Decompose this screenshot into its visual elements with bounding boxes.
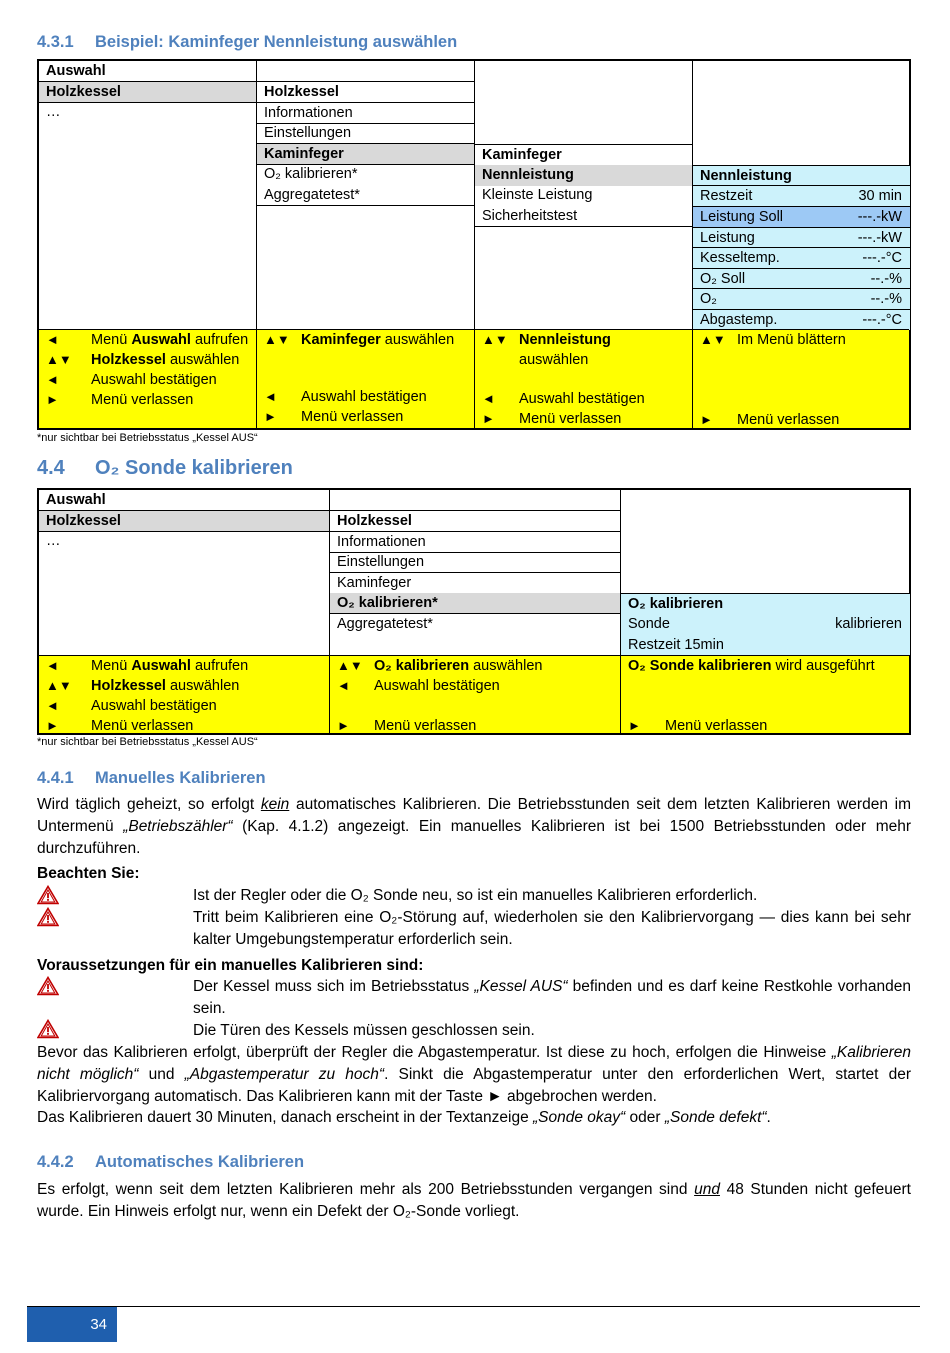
text-bold: Kaminfeger	[301, 332, 381, 348]
message: „Sonde defekt“	[664, 1109, 767, 1126]
section-title: O₂ Sonde kalibrieren	[95, 457, 293, 479]
text: aufrufen	[190, 332, 249, 348]
paragraph-abgastemperatur	[37, 1042, 911, 1108]
text: Menü verlassen	[301, 409, 404, 425]
cell-o2-kalibrieren: O₂ kalibrieren*	[264, 166, 358, 182]
cell-auswahl: Auswahl	[39, 490, 330, 511]
empty-cell	[257, 61, 475, 82]
text: und	[138, 1066, 185, 1083]
row-kesseltemp	[693, 247, 910, 268]
text: wird ausgeführt	[771, 658, 875, 674]
instruction	[264, 330, 454, 350]
warning-icon	[37, 1019, 59, 1039]
text: Wird täglich geheizt, so erfolgt	[37, 796, 261, 813]
text: Auswahl bestätigen	[519, 391, 645, 407]
text: Auswahl bestätigen	[91, 372, 217, 388]
instructions-nennleistung	[692, 330, 909, 429]
cell-nennleistung-title: Nennleistung	[693, 165, 910, 186]
arrows-up-down-icon: ▲▼	[46, 352, 72, 367]
arrows-up-down-icon: ▲▼	[482, 332, 508, 347]
instruction	[337, 716, 476, 736]
text: Auswahl bestätigen	[91, 698, 217, 714]
instructions-o2-kalibrieren	[620, 656, 909, 734]
instruction	[482, 409, 621, 429]
label: Kesseltemp.	[700, 250, 780, 266]
message: „Abgastemperatur zu hoch“	[184, 1066, 385, 1083]
instruction	[46, 330, 248, 350]
text-bold: Nennleistung	[519, 332, 611, 348]
warning-text: Tritt beim Kalibrieren eine O₂-Störung auf, wiederholen sie den Kalibriervorgang — dies kann bei sehr kalter Umgebungstemperatur erforderlich sein.	[193, 909, 911, 948]
paragraph-automatisch	[37, 1179, 911, 1223]
instruction	[482, 330, 611, 350]
text: oder	[625, 1109, 665, 1126]
instruction	[700, 410, 839, 430]
text: auswählen	[519, 352, 589, 368]
menu-table-o2-kalibrieren	[37, 488, 911, 735]
section-number: 4.4.1	[37, 769, 74, 787]
text: Im Menü blättern	[737, 332, 846, 348]
footnote: *nur sichtbar bei Betriebsstatus „Kessel AUS“	[37, 432, 258, 444]
cell-ellipsis: …	[46, 533, 61, 549]
warning-icon	[37, 976, 59, 996]
text-bold: Holzkessel	[91, 352, 166, 368]
section-heading-4-3-1	[37, 33, 457, 52]
instructions-kaminfeger	[474, 330, 693, 429]
instruction-row	[39, 329, 909, 428]
label: Leistung	[700, 230, 755, 246]
arrow-right-icon: ►	[337, 718, 350, 733]
value: ---.-kW	[857, 209, 902, 225]
cell-kaminfeger-selected: Kaminfeger	[257, 144, 475, 165]
text: auswählen	[380, 332, 455, 348]
text-bold: Auswahl	[131, 332, 191, 348]
footer-rule	[27, 1306, 920, 1307]
row-o2	[693, 288, 910, 309]
arrow-left-icon: ◄	[46, 658, 59, 673]
arrow-right-icon: ►	[628, 718, 641, 733]
column-auswahl	[39, 490, 330, 655]
message: „Kalibrieren nicht möglich“	[37, 1044, 911, 1083]
arrows-up-down-icon: ▲▼	[264, 332, 290, 347]
section-heading-4-4	[37, 457, 293, 480]
row-leistung	[693, 227, 910, 248]
text: Auswahl bestätigen	[301, 389, 427, 405]
empty-cell	[330, 490, 621, 511]
warning-icon	[37, 885, 59, 905]
section-number: 4.4	[37, 457, 65, 479]
label: Restzeit	[700, 188, 753, 204]
warning-icon	[37, 907, 59, 927]
arrow-right-icon: ►	[46, 392, 59, 407]
cell-informationen: Informationen	[330, 532, 621, 553]
section-heading-4-4-1	[37, 769, 266, 788]
section-number: 4.4.2	[37, 1153, 74, 1171]
cell-aggregatetest: Aggregatetest*	[257, 185, 475, 206]
paragraph-manuell	[37, 794, 911, 860]
cell-o2-kalibrieren-selected: O₂ kalibrieren*	[330, 593, 621, 614]
instructions-auswahl	[39, 330, 257, 429]
arrow-left-icon: ◄	[46, 332, 59, 347]
instruction	[46, 390, 193, 410]
section-title: Manuelles Kalibrieren	[95, 769, 266, 787]
instruction	[46, 350, 239, 370]
footnote: *nur sichtbar bei Betriebsstatus „Kessel AUS“	[37, 736, 258, 748]
cell-auswahl: Auswahl	[39, 61, 257, 82]
value: 30 min	[858, 188, 902, 204]
arrow-right-icon: ►	[46, 718, 59, 733]
row-o2-soll	[693, 268, 910, 289]
warning-text: Die Türen des Kessels müssen geschlossen sein.	[193, 1022, 535, 1039]
message: „Sonde okay“	[533, 1109, 626, 1126]
menu-table-kaminfeger	[37, 59, 911, 430]
warning-text	[193, 976, 911, 1020]
cell-einstellungen: Einstellungen	[257, 123, 475, 144]
instruction	[264, 407, 403, 427]
text: Menü	[91, 332, 132, 348]
instructions-holzkessel	[329, 656, 621, 734]
cell-holzkessel-selected: Holzkessel	[39, 511, 330, 532]
text-bold: Holzkessel	[91, 678, 166, 694]
instruction	[700, 330, 846, 350]
cell-ellipsis: …	[46, 104, 61, 120]
text: Menü verlassen	[374, 718, 477, 734]
instruction	[46, 696, 217, 716]
cell-kaminfeger: Kaminfeger	[330, 573, 621, 594]
arrow-left-icon: ◄	[264, 389, 277, 404]
section-number: 4.3.1	[37, 33, 74, 51]
text: automatisches Kalibrieren. Die Betriebsstunden seit dem letzten Kalibrieren werden im Untermenü	[37, 796, 911, 835]
text: Menü verlassen	[91, 718, 194, 734]
instruction	[46, 370, 217, 390]
column-holzkessel	[329, 490, 621, 655]
instruction	[264, 387, 427, 407]
cell-informationen: Informationen	[257, 103, 475, 124]
value: ---.-kW	[857, 230, 902, 246]
text: auswählen	[469, 658, 543, 674]
cell-holzkessel-title: Holzkessel	[257, 82, 475, 103]
arrow-right-icon: ►	[482, 411, 495, 426]
text: Menü	[91, 658, 132, 674]
text: befinden und es darf keine Restkohle vorhanden sein.	[193, 978, 911, 1017]
cell-sicherheitstest: Sicherheitstest	[475, 206, 693, 227]
page-number: 34	[27, 1307, 117, 1342]
arrow-right-icon: ►	[700, 412, 713, 427]
value: --.-%	[870, 271, 902, 287]
instruction	[46, 676, 239, 696]
display-row-sonde	[621, 614, 910, 635]
cell-aggregatetest: Aggregatetest*	[337, 616, 433, 632]
label: O₂ Soll	[700, 271, 746, 287]
text: Auswahl bestätigen	[374, 678, 500, 694]
column-kaminfeger	[474, 61, 693, 329]
column-nennleistung	[692, 61, 909, 329]
text-bold: O₂ kalibrieren	[374, 658, 470, 674]
text: Es erfolgt, wenn seit dem letzten Kalibrieren mehr als 200 Betriebsstunden vergangen sind	[37, 1181, 695, 1198]
row-restzeit	[693, 185, 910, 206]
warning-text: Ist der Regler oder die O₂ Sonde neu, so ist ein manuelles Kalibrieren erforderlich.	[193, 887, 758, 904]
label: Abgastemp.	[700, 312, 778, 328]
paragraph-dauer	[37, 1107, 911, 1129]
cell-holzkessel-title: Holzkessel	[330, 511, 621, 532]
beachten-heading: Beachten Sie:	[37, 865, 140, 882]
text: (Kap. 4.1.2) angezeigt. Ein manuelles Kalibrieren ist bei 1500 Betriebsstunden oder mehr durchzuführen.	[37, 818, 912, 857]
section-title: Beispiel: Kaminfeger Nennleistung auswählen	[95, 33, 458, 51]
arrow-left-icon: ◄	[482, 391, 495, 406]
section-heading-4-4-2	[37, 1153, 304, 1172]
cell-kleinste-leistung: Kleinste Leistung	[482, 187, 593, 203]
instruction-row	[39, 655, 909, 733]
text: aufrufen	[190, 658, 249, 674]
display-o2-kalibrieren	[621, 593, 910, 655]
instruction-cont	[519, 350, 588, 370]
arrow-left-icon: ◄	[337, 678, 350, 693]
row-abgastemp	[693, 309, 910, 330]
instruction	[46, 716, 193, 736]
arrow-left-icon: ◄	[46, 372, 59, 387]
status-name: „Kessel AUS“	[474, 978, 568, 995]
text: auswählen	[165, 352, 240, 368]
instructions-auswahl	[39, 656, 330, 734]
display-row-restzeit: Restzeit 15min	[628, 637, 724, 653]
value: --.-%	[870, 291, 902, 307]
value: ---.-°C	[862, 312, 902, 328]
text: Bevor das Kalibrieren erfolgt, überprüft der Regler die Abgastemperatur. Ist diese zu hoch, erfolgen die Hinweise	[37, 1044, 832, 1061]
text: Menü verlassen	[519, 411, 622, 427]
value: kalibrieren	[835, 616, 902, 632]
arrows-up-down-icon: ▲▼	[46, 678, 72, 693]
text: . Sinkt die Abgastemperatur unter den erforderlichen Wert, startet der Kalibriervorgang automatisch. Das Kalibrieren kann mit der Taste ► abgebrochen werden.	[37, 1066, 911, 1105]
menu-name: „Betriebszähler“	[123, 818, 233, 835]
column-o2-kalibrieren	[620, 490, 909, 655]
arrows-up-down-icon: ▲▼	[337, 658, 363, 673]
column-auswahl	[39, 61, 257, 329]
text: Der Kessel muss sich im Betriebsstatus	[193, 978, 475, 995]
value: ---.-°C	[862, 250, 902, 266]
text: auswählen	[165, 678, 240, 694]
instruction	[628, 656, 875, 676]
label: Leistung Soll	[700, 209, 784, 225]
row-leistung-soll	[693, 206, 910, 227]
cell-kaminfeger-title: Kaminfeger	[475, 144, 693, 165]
text: 48 Stunden nicht gefeuert wurde. Ein Hinweis erfolgt nur, wenn ein Defekt der O₂-Sonde vorliegt.	[37, 1181, 911, 1220]
text-bold: O₂ Sonde kalibrieren	[628, 658, 772, 674]
cell-einstellungen: Einstellungen	[330, 552, 621, 573]
arrows-up-down-icon: ▲▼	[700, 332, 726, 347]
arrow-right-icon: ►	[264, 409, 277, 424]
text-bold: Auswahl	[131, 658, 191, 674]
voraussetzungen-heading: Voraussetzungen für ein manuelles Kalibrieren sind:	[37, 957, 424, 974]
label: O₂	[700, 291, 717, 307]
emphasis: kein	[260, 796, 290, 813]
display-title: O₂ kalibrieren	[628, 596, 724, 612]
instruction	[628, 716, 767, 736]
cell-holzkessel-selected: Holzkessel	[39, 82, 257, 103]
instructions-holzkessel	[256, 330, 475, 429]
arrow-left-icon: ◄	[46, 698, 59, 713]
emphasis: und	[694, 1181, 720, 1198]
text: Das Kalibrieren dauert 30 Minuten, danach erscheint in der Textanzeige	[37, 1109, 534, 1126]
text: Menü verlassen	[737, 412, 840, 428]
instruction	[337, 656, 542, 676]
text: Menü verlassen	[665, 718, 768, 734]
instruction	[337, 676, 500, 696]
instruction	[482, 389, 645, 409]
section-title: Automatisches Kalibrieren	[95, 1153, 305, 1171]
text: Menü verlassen	[91, 392, 194, 408]
column-holzkessel	[256, 61, 475, 329]
text: .	[766, 1109, 771, 1126]
cell-nennleistung-selected: Nennleistung	[475, 165, 693, 186]
instruction	[46, 656, 248, 676]
label: Sonde	[628, 616, 670, 632]
